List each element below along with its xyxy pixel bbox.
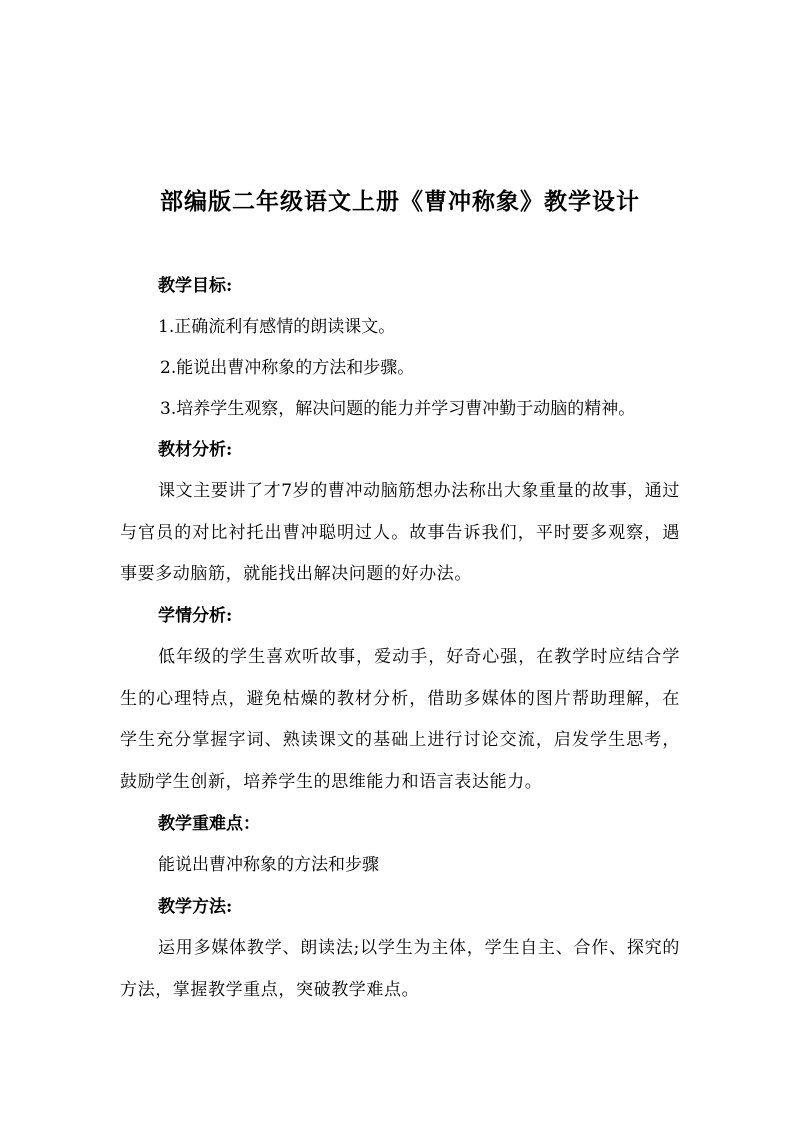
- key-points-section: [120, 806, 680, 842]
- student-analysis-text: 低年级的学生喜欢听故事，爱动手，好奇心强，在教学时应结合学生的心理特点，避免枯燥的教材分析，借助多媒体的图片帮助理解，在学生充分掌握字词、熟读课文的基础上进行讨论交流，启发学生思考，鼓励学生创新，培养学生的思维能力和语言表达能力。: [120, 647, 680, 792]
- objective-text: 2.能说出曹冲称象的方法和步骤。: [160, 358, 415, 378]
- methods-body: [120, 928, 680, 1011]
- document-title: 部编版二年级语文上册《曹冲称象》教学设计: [160, 188, 640, 215]
- material-analysis-text: 课文主要讲了才7岁的曹冲动脑筋想办法称出大象重量的故事，通过与官员的对比衬托出曹冲聪明过人。故事告诉我们，平时要多观察，遇事要多动脑筋，就能找出解决问题的好办法。: [120, 481, 680, 584]
- key-points-text: 能说出曹冲称象的方法和步骤: [158, 855, 379, 875]
- objective-item-2: [120, 350, 680, 386]
- objectives-heading: 教学目标:: [158, 276, 233, 296]
- objective-item-1: [120, 309, 680, 345]
- objective-text: 1.正确流利有感情的朗读课文。: [158, 317, 396, 337]
- key-points-body: [120, 847, 680, 883]
- objectives-section: [120, 268, 680, 304]
- student-analysis-body: [120, 637, 680, 803]
- material-analysis-heading: 教材分析:: [158, 440, 233, 460]
- objective-item-3: [120, 391, 680, 427]
- student-analysis-heading: 学情分析:: [158, 606, 233, 626]
- methods-heading: 教学方法:: [158, 897, 233, 917]
- student-analysis-section: [120, 598, 680, 634]
- key-points-heading: 教学重难点：: [158, 814, 260, 834]
- material-analysis-body: [120, 471, 680, 596]
- material-analysis-section: [120, 432, 680, 468]
- objective-text: 3.培养学生观察，解决问题的能力并学习曹冲勤于动脑的精神。: [160, 399, 636, 419]
- methods-text: 运用多媒体教学、朗读法;以学生为主体，学生自主、合作、探究的方法，掌握教学重点，突破教学难点。: [120, 938, 680, 1000]
- methods-section: [120, 889, 680, 925]
